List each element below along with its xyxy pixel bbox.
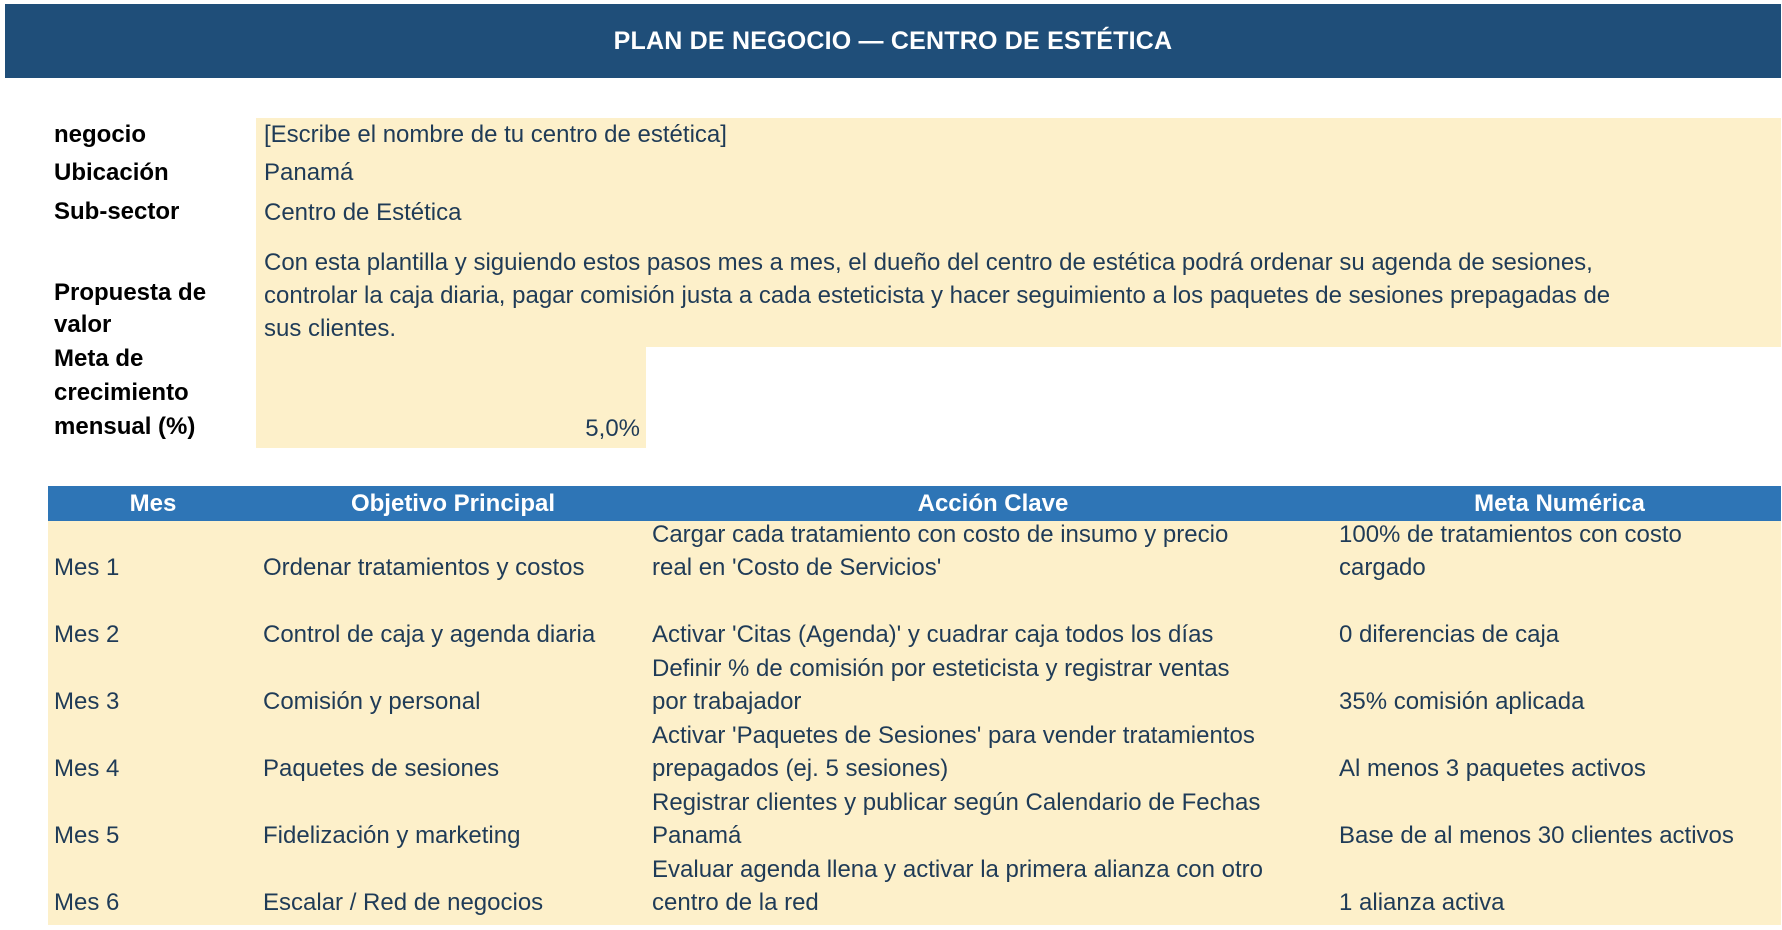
cell-mes: Mes 1 [54, 554, 120, 581]
meta-label-line: mensual (%) [54, 413, 196, 440]
meta-crecimiento-value: 5,0% [585, 415, 640, 442]
cell-objetivo: Fidelización y marketing [263, 822, 521, 849]
cell-accion: prepagados (ej. 5 sesiones) [652, 755, 949, 782]
propuesta-label [54, 277, 206, 341]
header-accion: Acción Clave [917, 490, 1069, 517]
subsector-field[interactable]: Centro de Estética [256, 193, 1781, 234]
propuesta-line: sus clientes. [264, 315, 397, 342]
cell-meta: Al menos 3 paquetes activos [1339, 755, 1646, 782]
cell-meta: 1 alianza activa [1339, 889, 1505, 916]
table-row [48, 856, 1781, 923]
meta-crecimiento-label [54, 342, 195, 444]
table-body [48, 521, 1781, 925]
header-meta: Meta Numérica [1474, 490, 1645, 517]
cell-mes: Mes 6 [54, 889, 120, 916]
cell-objetivo: Comisión y personal [263, 688, 481, 715]
subsector-label: Sub-sector [54, 198, 180, 225]
cell-accion: Activar 'Paquetes de Sesiones' para vender tratamientos [652, 722, 1255, 749]
page-title: PLAN DE NEGOCIO — CENTRO DE ESTÉTICA [5, 4, 1781, 78]
table-row [48, 521, 1781, 588]
ubicacion-field[interactable]: Panamá [256, 153, 1781, 193]
cell-mes: Mes 2 [54, 621, 120, 648]
cell-objetivo: Paquetes de sesiones [263, 755, 500, 782]
propuesta-line: controlar la caja diaria, pagar comisión justa a cada esteticista y hacer seguimiento a los paquetes de sesiones prepagadas de [264, 282, 1611, 309]
propuesta-label-line: valor [54, 311, 112, 338]
meta-label-line: Meta de [54, 345, 144, 372]
propuesta-label-line: Propuesta de [54, 279, 207, 306]
negocio-label: negocio [54, 121, 147, 148]
cell-accion: por trabajador [652, 688, 802, 715]
cell-mes: Mes 5 [54, 822, 120, 849]
table-row [48, 655, 1781, 722]
cell-mes: Mes 4 [54, 755, 120, 782]
cell-meta: 0 diferencias de caja [1339, 621, 1560, 648]
cell-mes: Mes 3 [54, 688, 120, 715]
propuesta-line: Con esta plantilla y siguiendo estos pasos mes a mes, el dueño del centro de estética podrá ordenar su agenda de sesiones, [264, 249, 1593, 276]
cell-meta: 100% de tratamientos con costo [1339, 521, 1682, 548]
cell-objetivo: Escalar / Red de negocios [263, 889, 544, 916]
cell-accion: Definir % de comisión por esteticista y registrar ventas [652, 655, 1230, 682]
cell-accion: centro de la red [652, 889, 819, 916]
cell-accion: Cargar cada tratamiento con costo de insumo y precio [652, 521, 1229, 548]
cell-objetivo: Ordenar tratamientos y costos [263, 554, 585, 581]
meta-crecimiento-field[interactable] [256, 347, 646, 448]
cell-meta: Base de al menos 30 clientes activos [1339, 822, 1734, 849]
table-row [48, 789, 1781, 856]
cell-accion: Registrar clientes y publicar según Calendario de Fechas [652, 789, 1261, 816]
table-header [48, 486, 1781, 521]
propuesta-field[interactable] [256, 234, 1781, 347]
cell-accion: Evaluar agenda llena y activar la primera alianza con otro [652, 856, 1264, 883]
meta-label-line: crecimiento [54, 379, 189, 406]
cell-meta: cargado [1339, 554, 1426, 581]
cell-accion: Activar 'Citas (Agenda)' y cuadrar caja todos los días [652, 621, 1214, 648]
ubicacion-label: Ubicación [54, 159, 169, 186]
negocio-field[interactable]: [Escribe el nombre de tu centro de estética] [256, 118, 1781, 153]
cell-objetivo: Control de caja y agenda diaria [263, 621, 596, 648]
cell-accion: real en 'Costo de Servicios' [652, 554, 942, 581]
cell-meta: 35% comisión aplicada [1339, 688, 1585, 715]
table-row [48, 722, 1781, 789]
header-objetivo: Objetivo Principal [350, 490, 556, 517]
header-mes: Mes [129, 490, 177, 517]
cell-accion: Panamá [652, 822, 742, 849]
table-row [48, 588, 1781, 655]
